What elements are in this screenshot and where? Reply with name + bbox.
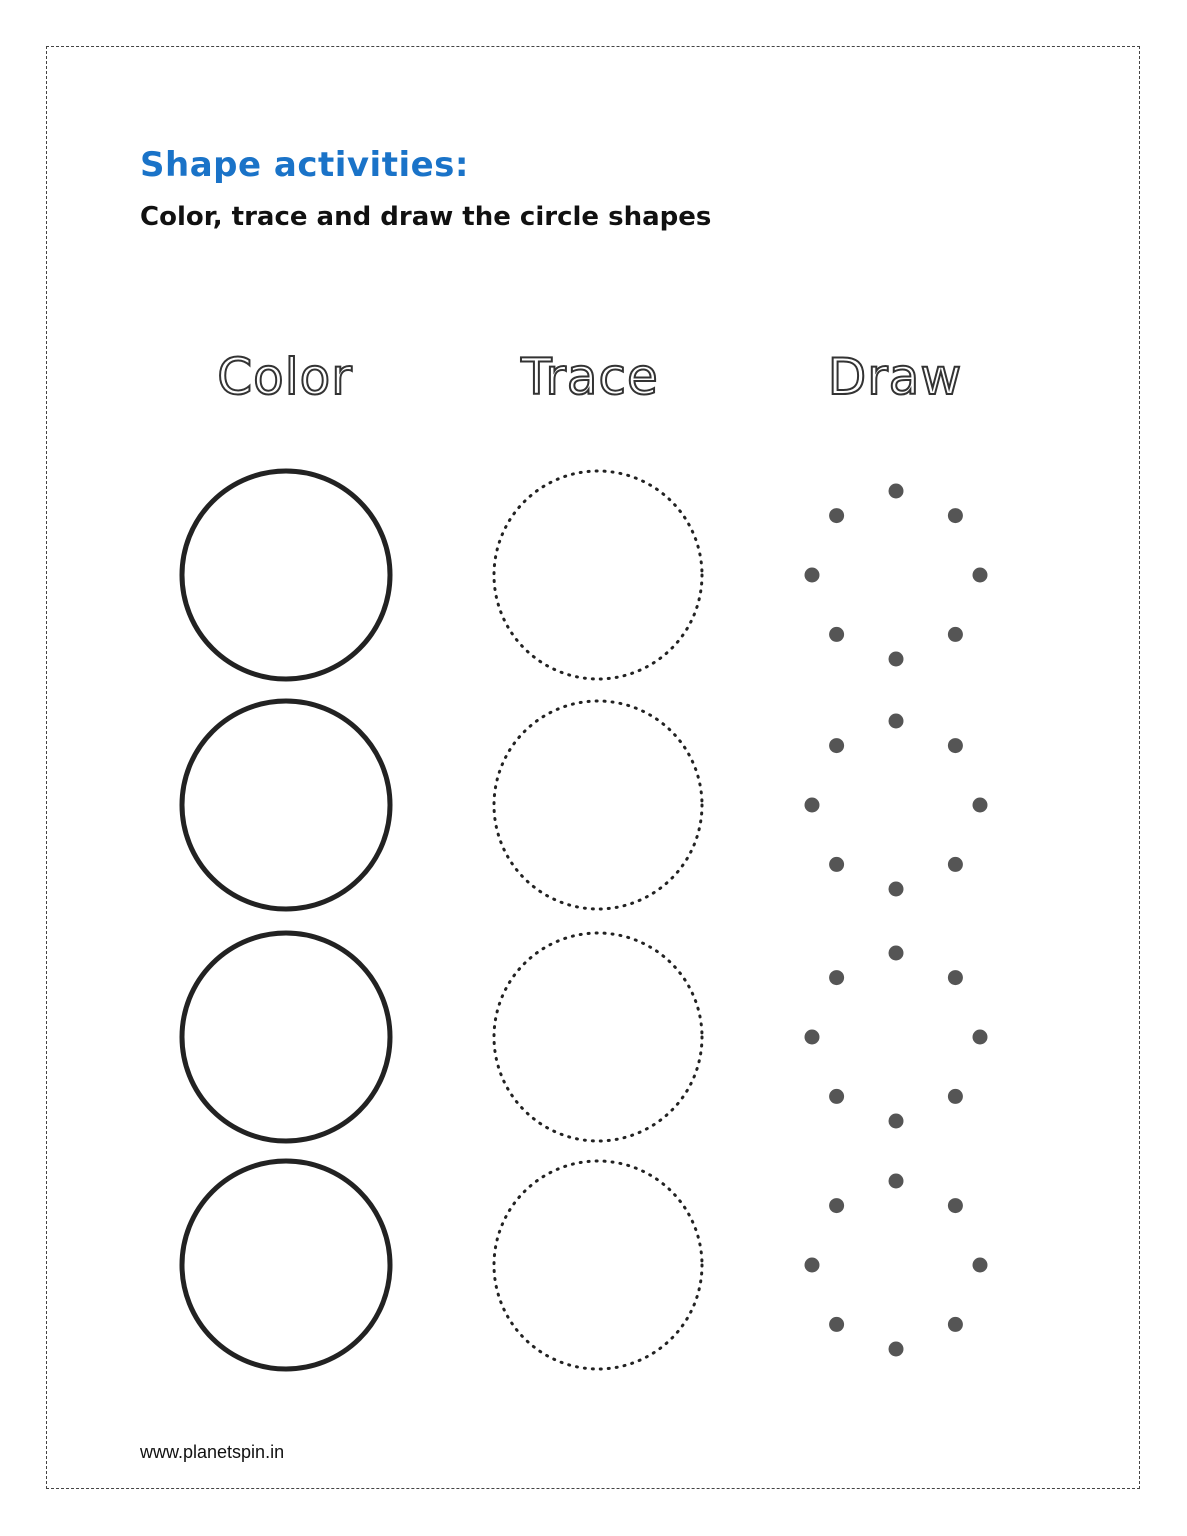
draw-guide-dot xyxy=(829,1089,844,1104)
draw-guide-dot xyxy=(948,627,963,642)
trace-circle-dotted xyxy=(494,701,702,909)
draw-guide-dot xyxy=(829,508,844,523)
draw-guide-dot xyxy=(889,484,904,499)
draw-guide-dot xyxy=(829,1198,844,1213)
draw-guide-dot xyxy=(973,1030,988,1045)
draw-guide-dot xyxy=(948,738,963,753)
draw-guide-dot xyxy=(948,1317,963,1332)
column-heading-draw: Draw xyxy=(827,348,963,406)
draw-guide-dot xyxy=(889,1174,904,1189)
draw-guide-dot xyxy=(948,857,963,872)
draw-guide-dot xyxy=(973,1258,988,1273)
draw-guide-dot xyxy=(973,568,988,583)
trace-circle-dotted xyxy=(494,933,702,1141)
draw-guide-dot xyxy=(889,1114,904,1129)
trace-circle-dotted xyxy=(494,1161,702,1369)
draw-guide-dot xyxy=(889,882,904,897)
draw-guide-dot xyxy=(829,970,844,985)
worksheet-instructions: Color, trace and draw the circle shapes xyxy=(140,202,712,232)
draw-guide-dot xyxy=(805,1030,820,1045)
color-circle-outline xyxy=(182,471,390,679)
draw-guide-dot xyxy=(805,568,820,583)
column-heading-color: Color xyxy=(217,348,353,406)
trace-circle-dotted xyxy=(494,471,702,679)
draw-guide-dot xyxy=(829,1317,844,1332)
draw-guide-dot xyxy=(948,508,963,523)
worksheet-title: Shape activities: xyxy=(140,145,469,185)
draw-guide-dot xyxy=(889,946,904,961)
draw-guide-dot xyxy=(973,798,988,813)
draw-guide-dot xyxy=(948,970,963,985)
draw-guide-dot xyxy=(805,1258,820,1273)
footer-website: www.planetspin.in xyxy=(140,1442,285,1462)
draw-guide-dot xyxy=(829,857,844,872)
draw-guide-dot xyxy=(948,1198,963,1213)
draw-guide-dot xyxy=(889,714,904,729)
color-circle-outline xyxy=(182,933,390,1141)
draw-guide-dot xyxy=(805,798,820,813)
draw-guide-dot xyxy=(889,1342,904,1357)
draw-guide-dot xyxy=(948,1089,963,1104)
color-circle-outline xyxy=(182,701,390,909)
color-circle-outline xyxy=(182,1161,390,1369)
column-heading-trace: Trace xyxy=(521,348,659,406)
draw-guide-dot xyxy=(889,652,904,667)
draw-guide-dot xyxy=(829,627,844,642)
draw-guide-dot xyxy=(829,738,844,753)
